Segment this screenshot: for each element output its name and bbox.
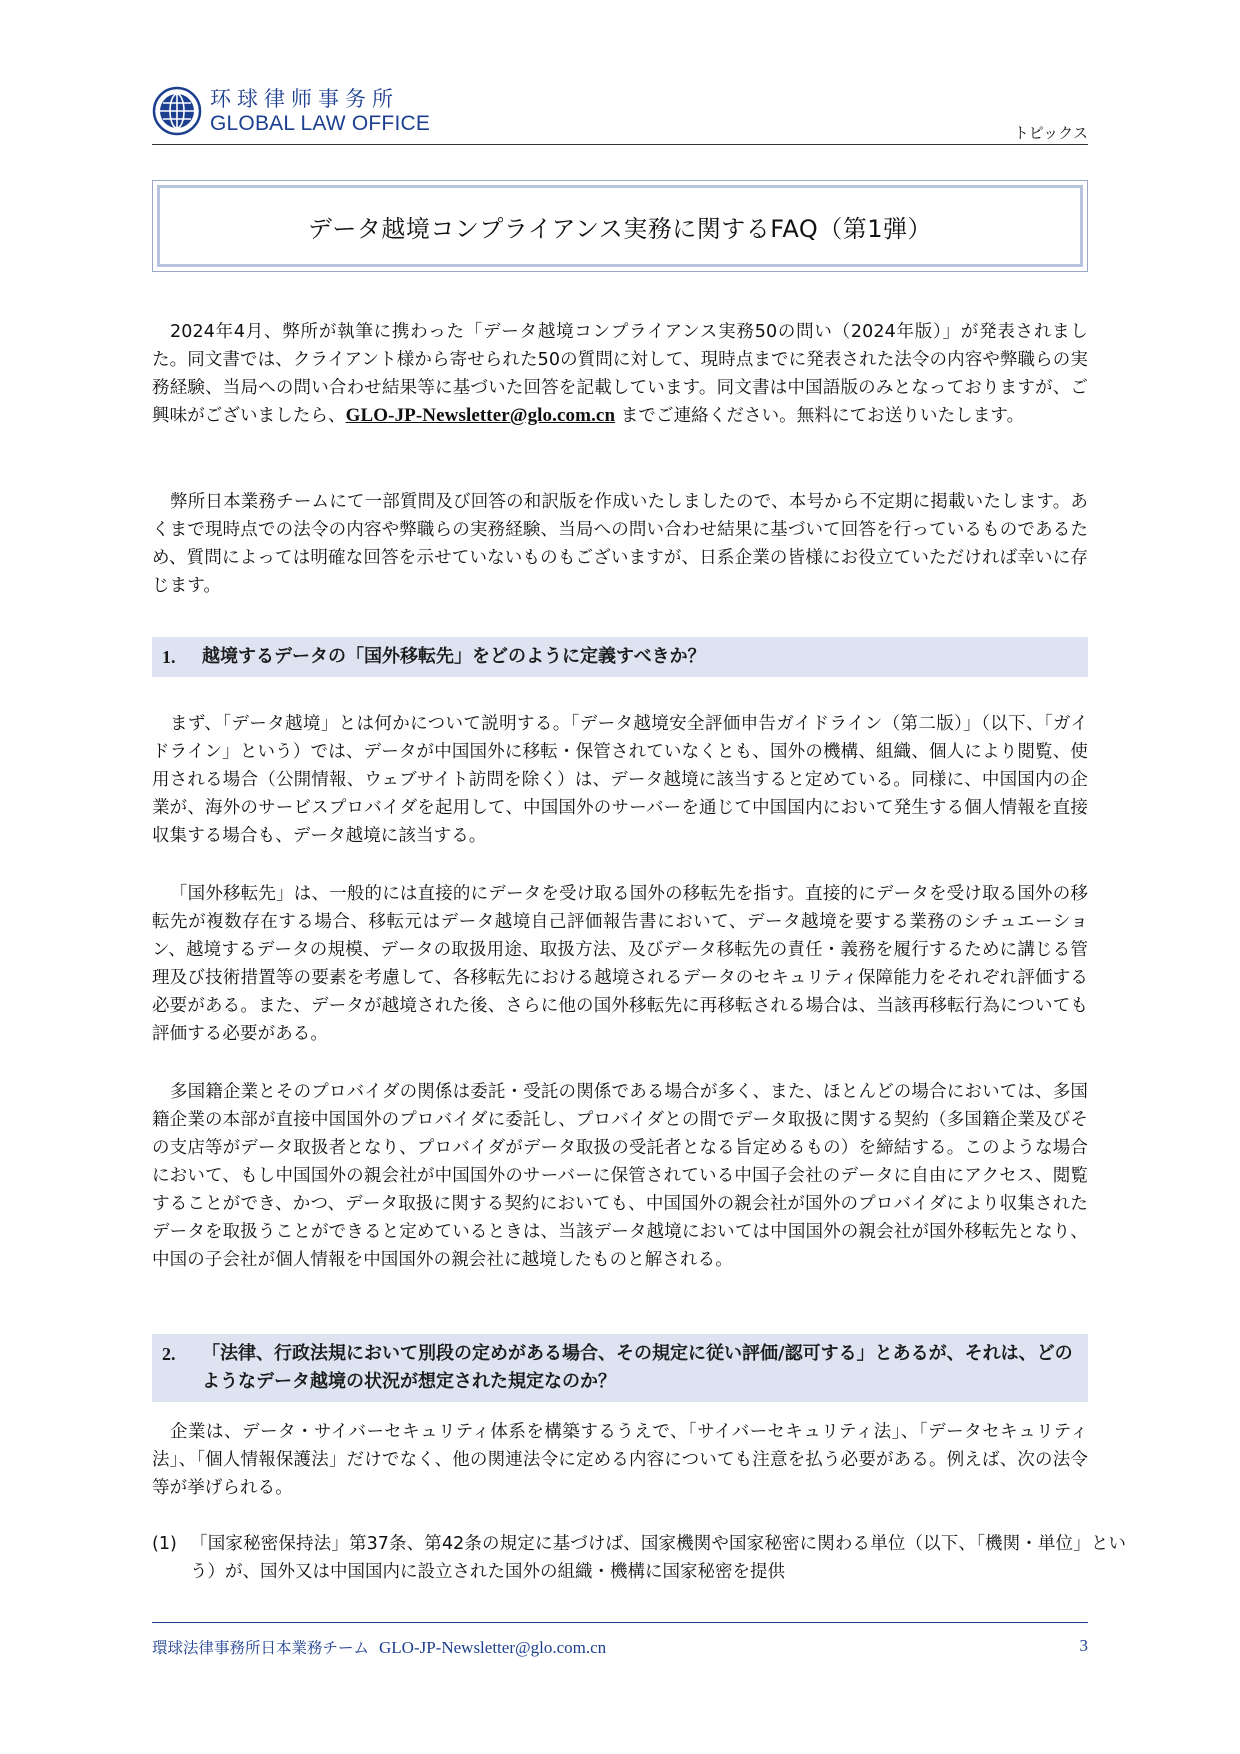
section-2-heading <box>152 1334 1088 1402</box>
globe-icon <box>152 86 202 136</box>
header-divider <box>152 144 1088 145</box>
section-2-number: 2. <box>162 1344 176 1364</box>
footer-team-name: 環球法律事務所日本業務チーム <box>152 1639 370 1657</box>
section-1-number: 1. <box>162 647 176 667</box>
category-label: トピックス <box>1013 124 1088 142</box>
intro-paragraph-1 <box>152 318 1088 430</box>
section-1-paragraph-3: 多国籍企業とそのプロバイダの関係は委託・受託の関係である場合が多く、また、ほとんどの場合においては、多国籍企業の本部が直接中国国外のプロバイダに委託し、プロバイダとの間でデータ取扱に関する契約（多国籍企業及びその支店等がデータ取扱者となり、プロバイダがデータ取扱の受託者となる旨定めるもの）を締結する。このような場合において、もし中国国外の親会社が中国国外のサーバーに保管されている中国子会社のデータに自由にアクセス、閲覧することができ、かつ、データ取扱に関する契約においても、中国国外の親会社が国外のプロバイダにより収集されたデータを取扱うことができると定めているときは、当該データ越境においては中国国外の親会社が国外移転先となり、中国の子会社が個人情報を中国国外の親会社に越境したものと解される。 <box>152 1082 1088 1270</box>
footer-email[interactable]: GLO-JP-Newsletter@glo.com.cn <box>379 1638 607 1657</box>
section-1-paragraph-2: 「国外移転先」は、一般的には直接的にデータを受け取る国外の移転先を指す。直接的にデータを受け取る国外の移転先が複数存在する場合、移転元はデータ越境自己評価報告書において、データ越境を要する業務のシチュエーション、越境するデータの規模、データの取扱用途、取扱方法、及びデータ移転先の責任・義務を履行するために講じる管理及び技術措置等の要素を考慮して、各移転先における越境されるデータのセキュリティ保障能力をそれぞれ評価する必要がある。また、データが越境された後、さらに他の国外移転先に再移転される場合は、当該再移転行為についても評価する必要がある。 <box>152 884 1088 1044</box>
logo-chinese-name: 环球律师事务所 <box>210 87 399 111</box>
intro-paragraph-2: 弊所日本業務チームにて一部質問及び回答の和訳版を作成いたしましたので、本号から不定期に掲載いたします。あくまで現時点での法令の内容や弊職らの実務経験、当局への問い合わせ結果に基づいて回答を行っているものであるため、質問によっては明確な回答を示せていないものもございますが、日系企業の皆様にお役立ていただければ幸いに存じます。 <box>152 492 1088 596</box>
section-2-title: 「法律、行政法規において別段の定めがある場合、その規定に従い評価/認可する」とあるが、それは、どのようなデータ越境の状況が想定された規定なのか？ <box>202 1343 1073 1392</box>
logo <box>152 86 430 136</box>
section-1-heading <box>152 637 1088 677</box>
title-box <box>152 180 1088 272</box>
section-2-list-item-1 <box>152 1530 1126 1586</box>
intro-text-after: までご連絡ください。無料にてお送りいたします。 <box>615 406 1025 426</box>
footer-divider <box>152 1622 1088 1623</box>
list-marker: (1) <box>152 1534 177 1554</box>
section-1-title: 越境するデータの「国外移転先」をどのように定義すべきか？ <box>202 646 706 667</box>
footer <box>152 1636 606 1658</box>
newsletter-email-link[interactable]: GLO-JP-Newsletter@glo.com.cn <box>345 405 616 426</box>
section-1-paragraph-1: まず、「データ越境」とは何かについて説明する。「データ越境安全評価申告ガイドライン（第二版）」（以下、「ガイドライン」という）では、データが中国国外に移転・保管されていなくとも、国外の機構、組織、個人により閲覧、使用される場合（公開情報、ウェブサイト訪問を除く）は、データ越境に該当すると定めている。同様に、中国国内の企業が、海外のサービスプロバイダを起用して、中国国外のサーバーを通じて中国国内において発生する個人情報を直接収集する場合も、データ越境に該当する。 <box>152 714 1088 846</box>
list-item-text: 「国家秘密保持法」第37条、第42条の規定に基づけば、国家機関や国家秘密に関わる単位（以下、「機関・単位」という）が、国外又は中国国内に設立された国外の組織・機構に国家秘密を提供 <box>190 1534 1126 1582</box>
logo-english-name: GLOBAL LAW OFFICE <box>210 112 431 135</box>
page-number: 3 <box>1079 1636 1088 1655</box>
document-title: データ越境コンプライアンス実務に関するFAQ（第1弾） <box>157 185 1083 267</box>
intro-text-before: 2024年4月、弊所が執筆に携わった「データ越境コンプライアンス実務50の問い（2024年版）」が発表されました。同文書では、クライアント様から寄せられた50の質問に対して、現時点までに発表された法令の内容や弊職らの実務経験、当局への問い合わせ結果等に基づいた回答を記載しています。同文書は中国語版のみとなっておりますが、ご興味がございましたら、 <box>152 322 1088 426</box>
section-2-paragraph-1: 企業は、データ・サイバーセキュリティ体系を構築するうえで、「サイバーセキュリティ法」、「データセキュリティ法」、「個人情報保護法」だけでなく、他の関連法令に定める内容についても注意を払う必要がある。例えば、次の法令等が挙げられる。 <box>152 1422 1088 1498</box>
